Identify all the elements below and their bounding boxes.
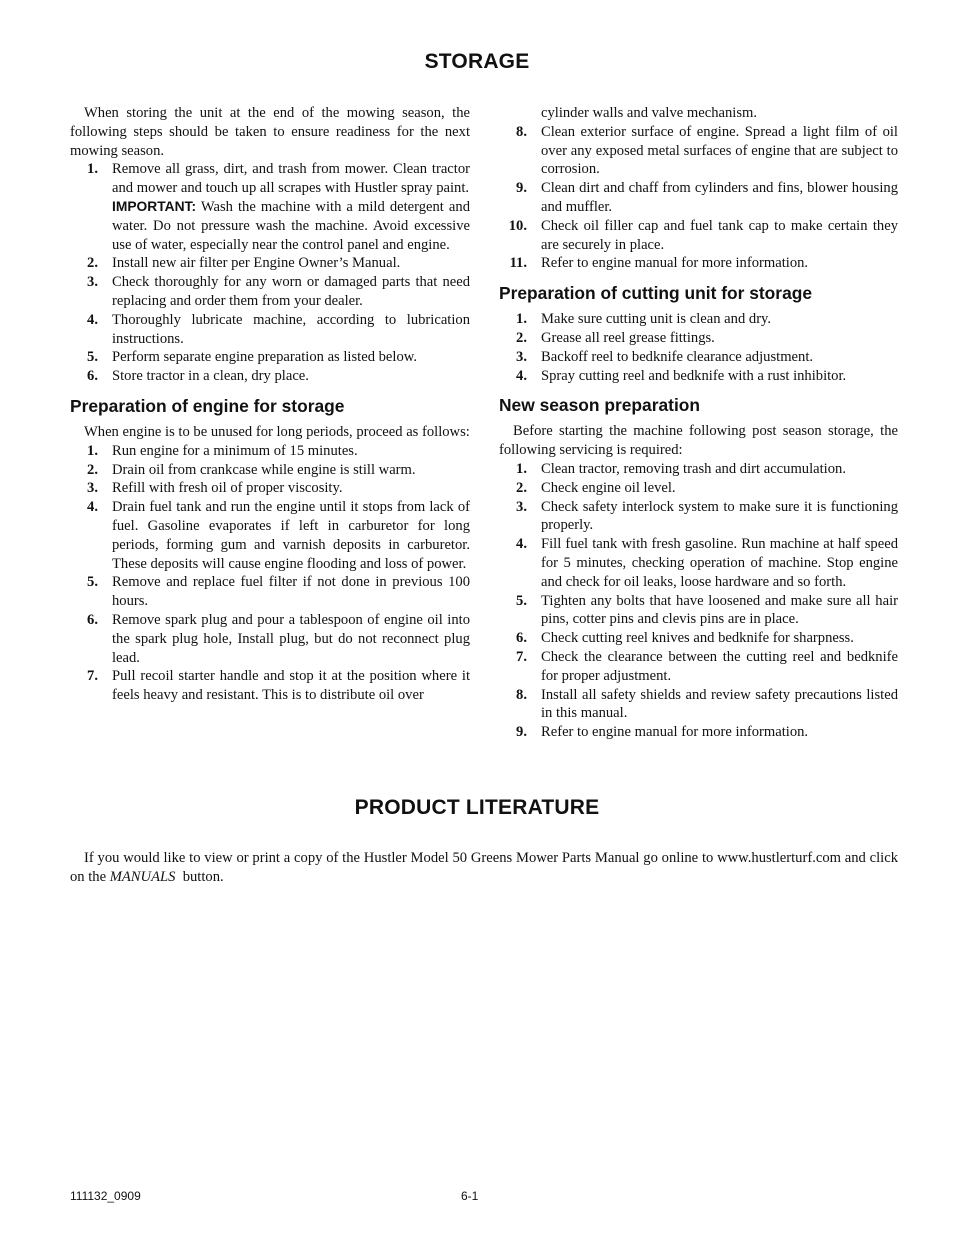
new-season-heading: New season preparation — [499, 395, 701, 416]
step-number: 10. — [508, 217, 527, 234]
step-text: Check the clearance between the cutting reel and bedknife for proper adjustment. — [541, 648, 898, 684]
engine-prep-intro: When engine is to be unused for long periods, proceed as follows: — [84, 423, 470, 440]
product-literature-text — [70, 849, 898, 887]
step-number: 11. — [509, 255, 527, 272]
step-number: 8. — [516, 686, 527, 703]
step-number: 2. — [87, 255, 98, 272]
list-item — [70, 667, 470, 705]
storage-intro: When storing the unit at the end of the mowing season, the following steps should be taken to ensure readiness for the next mowing season. — [70, 105, 470, 159]
list-item — [499, 310, 898, 329]
step-text: Remove all grass, dirt, and trash from mower. Clean tractor and mower and touch up all scrapes with Hustler spray paint. — [112, 161, 470, 197]
step-text: Spray cutting reel and bedknife with a rust inhibitor. — [541, 367, 847, 384]
list-item — [70, 461, 470, 480]
step-number: 2. — [516, 479, 527, 496]
step-number: 2. — [516, 329, 527, 346]
manuals-word: MANUALS — [109, 869, 176, 885]
step-number: 9. — [516, 180, 527, 197]
list-item — [70, 254, 470, 273]
step-number: 7. — [87, 668, 98, 685]
list-item — [499, 535, 898, 591]
important-note — [112, 198, 470, 254]
list-item — [499, 460, 898, 479]
step-number: 6. — [516, 630, 527, 647]
list-item — [70, 573, 470, 611]
step-text: Fill fuel tank with fresh gasoline. Run machine at half speed for 5 minutes, checking operation of machine. Stop engine and check for oil leaks, loose hardware and so forth. — [541, 536, 898, 590]
step-text: Run engine for a minimum of 15 minutes. — [112, 442, 358, 459]
list-item — [70, 498, 470, 573]
step-number: 3. — [87, 274, 98, 291]
storage-title: STORAGE — [424, 50, 530, 73]
list-item — [70, 311, 470, 349]
list-item — [499, 179, 898, 217]
step-number: 4. — [516, 536, 527, 553]
storage-steps — [70, 160, 470, 386]
step-number: 2. — [87, 461, 98, 478]
list-item — [499, 123, 898, 179]
step-text: Check thoroughly for any worn or damaged parts that need replacing and order them from your dealer. — [112, 274, 470, 309]
step-number: 3. — [516, 498, 527, 515]
step-text: Store tractor in a clean, dry place. — [112, 368, 309, 385]
step-number: 5. — [516, 592, 527, 609]
list-item — [70, 442, 470, 461]
step-text: Tighten any bolts that have loosened and make sure all hair pins, cotter pins and clevis pins are in place. — [541, 592, 898, 628]
literature-text-after: button. — [175, 869, 224, 885]
step-number: 3. — [87, 480, 98, 497]
important-label: IMPORTANT: — [112, 198, 197, 214]
list-item — [70, 367, 470, 386]
literature-text-before: If you would like to view or print a copy of the Hustler Model 50 Greens Mower Parts Manual go online to www.hustlerturf.com and click on the — [70, 850, 898, 885]
step-text: Clean tractor, removing trash and dirt accumulation. — [541, 460, 846, 477]
step-number: 5. — [87, 574, 98, 591]
list-item — [499, 254, 898, 273]
step-text: Remove spark plug and pour a tablespoon of engine oil into the spark plug hole, Install plug, but do not reconnect plug lead. — [112, 611, 470, 666]
list-item — [499, 217, 898, 255]
right-column — [499, 104, 898, 742]
list-item — [499, 629, 898, 648]
step-number: 7. — [516, 648, 527, 665]
step-text: Clean exterior surface of engine. Spread a light film of oil over any exposed metal surfaces of engine that are subject to corrosion. — [541, 123, 898, 178]
list-item — [499, 329, 898, 348]
step-text: Pull recoil starter handle and stop it at the position where it feels heavy and resistant. This is to distribute oil over — [112, 668, 470, 704]
step-text: Refer to engine manual for more information. — [541, 724, 809, 741]
step-number: 1. — [87, 161, 98, 178]
step-text: Grease all reel grease fittings. — [541, 329, 715, 346]
list-item — [499, 686, 898, 724]
step-text: Check oil filler cap and fuel tank cap to make certain they are securely in place. — [541, 217, 898, 253]
list-item — [499, 367, 898, 386]
step-text: Perform separate engine preparation as listed below. — [112, 349, 418, 366]
step-text: Install all safety shields and review safety precautions listed in this manual. — [541, 686, 898, 722]
step-text: Make sure cutting unit is clean and dry. — [541, 311, 772, 328]
step-number: 1. — [516, 311, 527, 328]
step-number: 9. — [516, 724, 527, 741]
step-text: Clean dirt and chaff from cylinders and fins, blower housing and muffler. — [541, 180, 898, 215]
step-number: 4. — [87, 311, 98, 328]
cutting-unit-heading: Preparation of cutting unit for storage — [499, 283, 813, 304]
step-number: 3. — [516, 348, 527, 365]
engine-prep-heading: Preparation of engine for storage — [70, 395, 345, 416]
engine-prep-steps — [70, 442, 470, 705]
new-season-intro: Before starting the machine following post season storage, the following servicing is required: — [499, 423, 898, 459]
step-text: Check cutting reel knives and bedknife for sharpness. — [541, 630, 854, 647]
step-text: Refer to engine manual for more information. — [541, 255, 809, 272]
list-item — [499, 104, 898, 123]
list-item — [499, 592, 898, 630]
list-item — [70, 273, 470, 311]
step-number: 5. — [87, 349, 98, 366]
step-continued-text: cylinder walls and valve mechanism. — [541, 105, 757, 121]
step-number: 6. — [87, 611, 98, 628]
left-column — [70, 104, 470, 705]
cutting-unit-steps — [499, 310, 898, 385]
list-item — [499, 723, 898, 742]
step-text: Thoroughly lubricate machine, according to lubrication instructions. — [112, 311, 470, 347]
list-item — [499, 498, 898, 536]
list-item — [499, 648, 898, 686]
step-text: Drain oil from crankcase while engine is still warm. — [112, 461, 416, 478]
engine-prep-steps-continued — [499, 104, 898, 273]
step-text: Install new air filter per Engine Owner’s Manual. — [112, 255, 401, 272]
product-literature-title: PRODUCT LITERATURE — [354, 796, 600, 819]
list-item — [499, 348, 898, 367]
step-number: 6. — [87, 368, 98, 385]
step-number: 4. — [516, 367, 527, 384]
step-text: Check engine oil level. — [541, 479, 676, 496]
step-number: 4. — [87, 499, 98, 516]
step-text: Check safety interlock system to make sure it is functioning properly. — [541, 498, 898, 534]
step-text: Refill with fresh oil of proper viscosity. — [112, 480, 343, 497]
page-number: 6-1 — [461, 1189, 479, 1203]
new-season-steps — [499, 460, 898, 742]
step-number: 1. — [87, 442, 98, 459]
step-text: Remove and replace fuel filter if not done in previous 100 hours. — [112, 574, 470, 610]
list-item — [70, 160, 470, 254]
list-item — [499, 479, 898, 498]
list-item — [70, 611, 470, 667]
important-text: Wash the machine with a mild detergent and water. Do not pressure wash the machine. Avoid excessive use of water, especially near the control panel and engine. — [112, 198, 470, 253]
step-number: 8. — [516, 123, 527, 140]
doc-number: 111132_0909 — [70, 1189, 141, 1203]
list-item — [70, 348, 470, 367]
list-item — [70, 479, 470, 498]
step-text: Backoff reel to bedknife clearance adjustment. — [541, 348, 814, 365]
step-text: Drain fuel tank and run the engine until it stops from lack of fuel. Gasoline evaporates if left in carburetor for long periods, forming gum and varnish deposits in carburetor. These deposits will cause engine flooding and loss of power. — [112, 499, 470, 572]
step-number: 1. — [516, 460, 527, 477]
